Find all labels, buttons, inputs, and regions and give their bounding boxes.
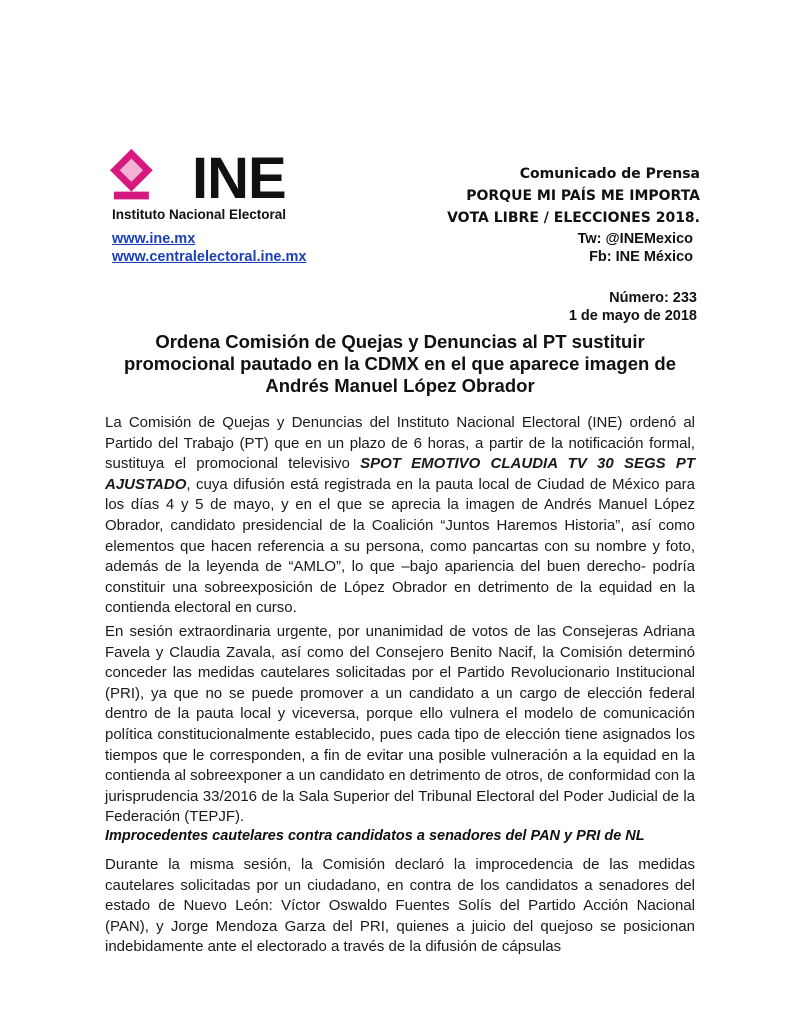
paragraph-2: En sesión extraordinaria urgente, por unanimidad de votos de las Consejeras Adriana Favela y Claudia Zavala, así como del Consejero Benito Nacif, la Comisión determinó conceder las medidas cautelares solicitadas por el Partido Revolucionario Institucional (PRI), ya que no se puede promover a un candidato a un cargo de elección federal dentro de la pauta local y viceversa, porque ello vulnera el modelo de comunicación política constitucionalmente establecido, pues cada tipo de elección tiene asignados los tiempos que le corresponden, a fin de evitar una posible vulneración a la equidad en la contienda al sobreexponer a un candidato en detrimento de otros, de conformidad con la jurisprudencia 33/2016 de la Sala Superior del Tribunal Electoral del Poder Judicial de la Federación (TEPJF). — [105, 623, 695, 826]
facebook-handle: Fb: INE México — [589, 249, 693, 265]
ine-logo — [110, 148, 310, 224]
logo-caption: Instituto Nacional Electoral — [112, 207, 287, 222]
release-date: 1 de mayo de 2018 — [568, 308, 697, 324]
election-line: VOTA LIBRE / ELECCIONES 2018. — [447, 210, 700, 226]
paragraph-1 — [105, 413, 695, 619]
headline: Ordena Comisión de Quejas y Denuncias al PT sustituir promocional pautado en la CDMX en el que aparece imagen de Andrés Manuel López Obrador — [123, 331, 677, 396]
link-central-electoral[interactable]: www.centralelectoral.ine.mx — [112, 249, 307, 265]
press-block — [447, 163, 700, 229]
release-meta — [569, 289, 697, 325]
spot-title: SPOT EMOTIVO CLAUDIA TV 30 SEGS PT AJUSTADO — [105, 455, 695, 493]
subheading: Improcedentes cautelares contra candidatos a senadores del PAN y PRI de NL — [105, 828, 645, 844]
press-type: Comunicado de Prensa — [519, 166, 700, 182]
paragraph-3: Durante la misma sesión, la Comisión declaró la improcedencia de las medidas cautelares solicitadas por un ciudadano, en contra de los candidatos a senadores del estado de Nuevo León: Víctor Oswaldo Fuentes Solís del Partido Acción Nacional (PAN), y Jorge Mendoza Garza del PRI, quienes a juicio del quejoso se posicionan indebidamente ante el electorado a través de la difusión de cápsulas — [105, 856, 695, 956]
paragraph-1-text-b: , cuya difusión está registrada en la pauta local de Ciudad de México para los días 4 y 5 de mayo, y en el que se aprecia la imagen de Andrés Manuel López Obrador, candidato presidencial de la Coalición “Juntos Haremos Historia”, así como elementos que hacen referencia a su persona, como pancartas con su nombre y foto, además de la leyenda de “AMLO”, lo que –bajo apariencia del buen derecho- podría constituir una sobreexposición de López Obrador en detrimento de la equidad en la contienda electoral en curso. — [105, 475, 695, 617]
release-number: Número: 233 — [609, 290, 697, 306]
website-links — [112, 230, 306, 266]
logo-wordmark: INE — [192, 146, 286, 211]
social-handles — [578, 230, 693, 266]
paragraph-1-text-a: La Comisión de Quejas y Denuncias del Instituto Nacional Electoral (INE) ordenó al Partido del Trabajo (PT) que en un plazo de 6 horas, a partir de la notificación formal, sustituya el promocional televisivo — [105, 414, 695, 473]
link-ine[interactable]: www.ine.mx — [112, 231, 196, 247]
twitter-handle: Tw: @INEMexico — [577, 231, 693, 247]
ine-logo-icon — [110, 148, 180, 208]
slogan-line: PORQUE MI PAÍS ME IMPORTA — [466, 188, 700, 204]
